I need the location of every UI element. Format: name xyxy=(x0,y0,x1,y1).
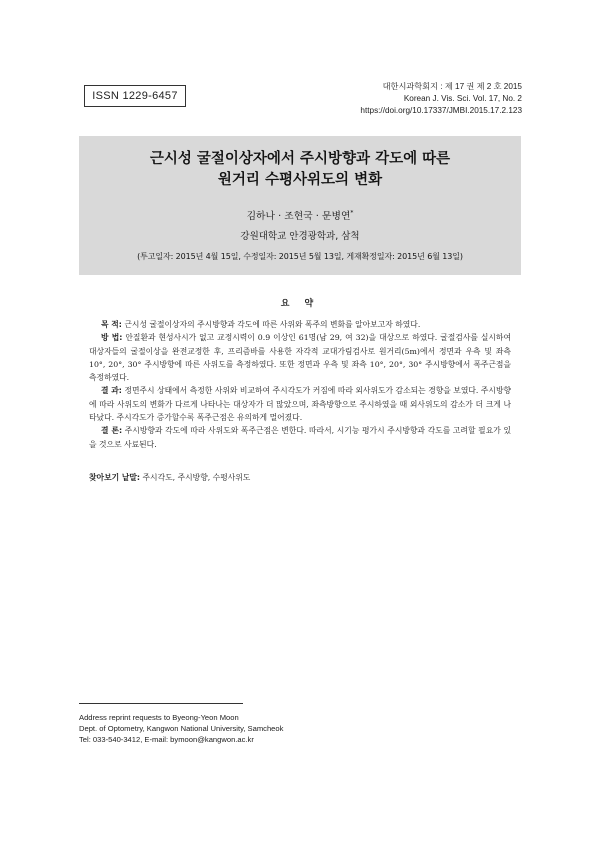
keywords-label: 찾아보기 낱말: xyxy=(89,473,141,482)
correspondence-footnote xyxy=(79,712,283,746)
paper-title xyxy=(79,149,521,191)
abstract-results xyxy=(89,384,511,424)
footnote-address: Address reprint requests to Byeong-Yeon Moon xyxy=(79,713,239,722)
abstract-conclusion xyxy=(89,424,511,451)
abstract-purpose xyxy=(89,318,511,331)
journal-title-korean: 대한시과학회지 : 제 17 권 제 2 호 2015 xyxy=(382,82,522,91)
conclusion-label: 결 론: xyxy=(101,426,123,436)
journal-doi[interactable]: https://doi.org/10.17337/JMBI.2015.17.2.123 xyxy=(360,106,522,115)
author-list xyxy=(79,208,521,222)
keywords xyxy=(89,472,250,483)
journal-title-english: Korean J. Vis. Sci. Vol. 17, No. 2 xyxy=(403,94,522,103)
results-text: 정면주시 상태에서 측정한 사위와 비교하여 주시각도가 커짐에 따라 외사위도가 감소되는 경향을 보였다. 주시방향에 따라 사위도의 변화가 다르게 나타나는 대상자가 더 많았으며, 좌측방향으로 주시하였을 때 외사위도의 감소가 더 크게 나타났다. 주시각도가 증가할수록 폭주근점은 유의하게 멀어졌다. xyxy=(89,386,512,423)
abstract-body xyxy=(89,318,511,451)
purpose-label: 목 적: xyxy=(101,320,122,329)
title-box xyxy=(79,136,521,275)
footnote-contact: Tel: 033-540-3412, E-mail: bymoon@kangwon.ac.kr xyxy=(79,735,254,745)
corresponding-author-mark: * xyxy=(350,209,354,217)
paper-title-line1: 근시성 굴절이상자에서 주시방향과 각도에 따른 xyxy=(149,151,451,167)
footnote-department: Dept. of Optometry, Kangwon National University, Samcheok xyxy=(79,724,284,734)
issn-box: ISSN 1229-6457 xyxy=(84,85,186,107)
keywords-text: 주시각도, 주시방향, 수평사위도 xyxy=(140,473,251,482)
paper-title-line2: 원거리 수평사위도의 변화 xyxy=(217,172,383,188)
results-label: 결 과: xyxy=(101,386,122,396)
affiliation: 강원대학교 안경광학과, 삼척 xyxy=(240,231,360,242)
purpose-text: 근시성 굴절이상자의 주시방향과 각도에 따른 사위와 폭주의 변화를 알아보고자 하였다. xyxy=(121,320,421,329)
methods-label: 방 법: xyxy=(101,333,123,343)
submission-dates: (투고일자: 2015년 4월 15일, 수정일자: 2015년 5월 13일, 게재확정일자: 2015년 6월 13일) xyxy=(137,252,463,261)
abstract-methods xyxy=(89,331,511,384)
author-names: 김하나 · 조현국 · 문병연 xyxy=(246,211,351,222)
conclusion-text: 주시방향과 각도에 따라 사위도와 폭주근점은 변한다. 따라서, 시기능 평가시 주시방향과 각도를 고려할 필요가 있을 것으로 사료된다. xyxy=(89,426,511,449)
abstract-heading: 요 약 xyxy=(280,299,320,309)
footnote-divider xyxy=(79,703,243,704)
methods-text: 안질환과 현성사시가 없고 교정시력이 0.9 이상인 61명(남 29, 여 32)을 대상으로 하였다. 굴절검사를 실시하여 대상자들의 굴절이상을 완전교정한 후, 프리즘바를 사용한 자각적 교대가림검사로 원거리(5m)에서 정면과 우측 및 좌측 10°, 20°, 30° 주시방향에 따른 사위도를 측정하였다. 또한 정면과 우측 및 좌측 10°, 20°, 30° 주시방향에서 폭주근점을 측정하였다. xyxy=(89,333,511,383)
journal-info xyxy=(360,81,522,117)
